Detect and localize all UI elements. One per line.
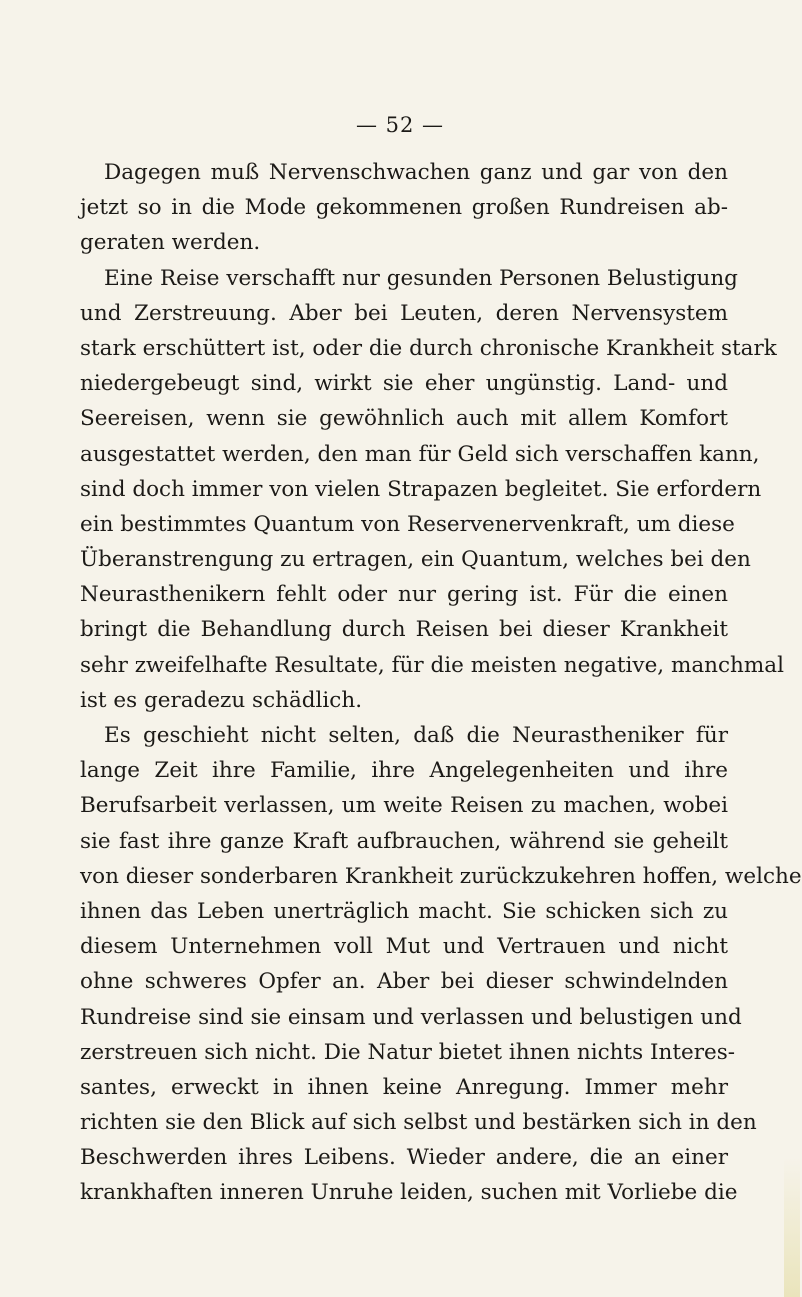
page-number: — 52 — [355,113,445,137]
page-edge-stain [784,1157,800,1297]
text-line: Neurasthenikern fehlt oder nur gering ist. Für die einen [80,582,728,608]
text-line: ihnen das Leben unerträglich macht. Sie schicken sich zu [80,898,728,924]
text-line: Seereisen, wenn sie gewöhnlich auch mit allem Komfort [80,406,728,432]
text-line: Berufsarbeit verlassen, um weite Reisen zu machen, wobei [80,793,728,819]
text-line: ohne schweres Opfer an. Aber bei dieser schwindelnden [80,969,728,995]
text-line: Beschwerden ihres Leibens. Wieder andere, die an einer [80,1145,728,1171]
text-line: und Zerstreuung. Aber bei Leuten, deren Nervensystem [80,300,728,326]
text-line: von dieser sonderbaren Krankheit zurückzukehren hoffen, welche [80,863,802,889]
text-line: geraten werden. [80,230,261,256]
text-line: sie fast ihre ganze Kraft aufbrauchen, während sie geheilt [80,828,728,854]
text-line: bringt die Behandlung durch Reisen bei dieser Krankheit [80,617,728,643]
text-line: niedergebeugt sind, wirkt sie eher ungünstig. Land- und [80,371,728,397]
text-line: krankhaften inneren Unruhe leiden, suchen mit Vorliebe die [80,1180,738,1206]
text-line: sind doch immer von vielen Strapazen begleitet. Sie erfordern [80,476,762,502]
text-line: ist es geradezu schädlich. [80,687,363,713]
text-line: sehr zweifelhafte Resultate, für die meisten negative, manchmal [80,652,784,678]
text-line: ein bestimmtes Quantum von Reservenervenkraft, um diese [80,511,735,537]
text-line: jetzt so in die Mode gekommenen großen Rundreisen ab- [80,195,728,221]
body-text [80,155,802,1211]
text-line: santes, erweckt in ihnen keine Anregung. Immer mehr [80,1074,728,1100]
text-line: Dagegen muß Nervenschwachen ganz und gar von den [104,160,728,185]
text-line: diesem Unternehmen voll Mut und Vertrauen und nicht [80,934,728,960]
text-line: lange Zeit ihre Familie, ihre Angelegenheiten und ihre [80,758,728,784]
text-line: Eine Reise verschafft nur gesunden Personen Belustigung [104,265,738,291]
text-line: ausgestattet werden, den man für Geld sich verschaffen kann, [80,441,760,467]
text-line: zerstreuen sich nicht. Die Natur bietet ihnen nichts Interes- [80,1039,736,1065]
text-line: richten sie den Blick auf sich selbst und bestärken sich in den [80,1110,757,1136]
text-line: stark erschüttert ist, oder die durch chronische Krankheit stark [80,335,777,361]
text-line: Rundreise sind sie einsam und verlassen und belustigen und [80,1004,742,1030]
text-line: Überanstrengung zu ertragen, ein Quantum, welches bei den [80,547,751,573]
text-line: Es geschieht nicht selten, daß die Neurastheniker für [104,723,728,748]
